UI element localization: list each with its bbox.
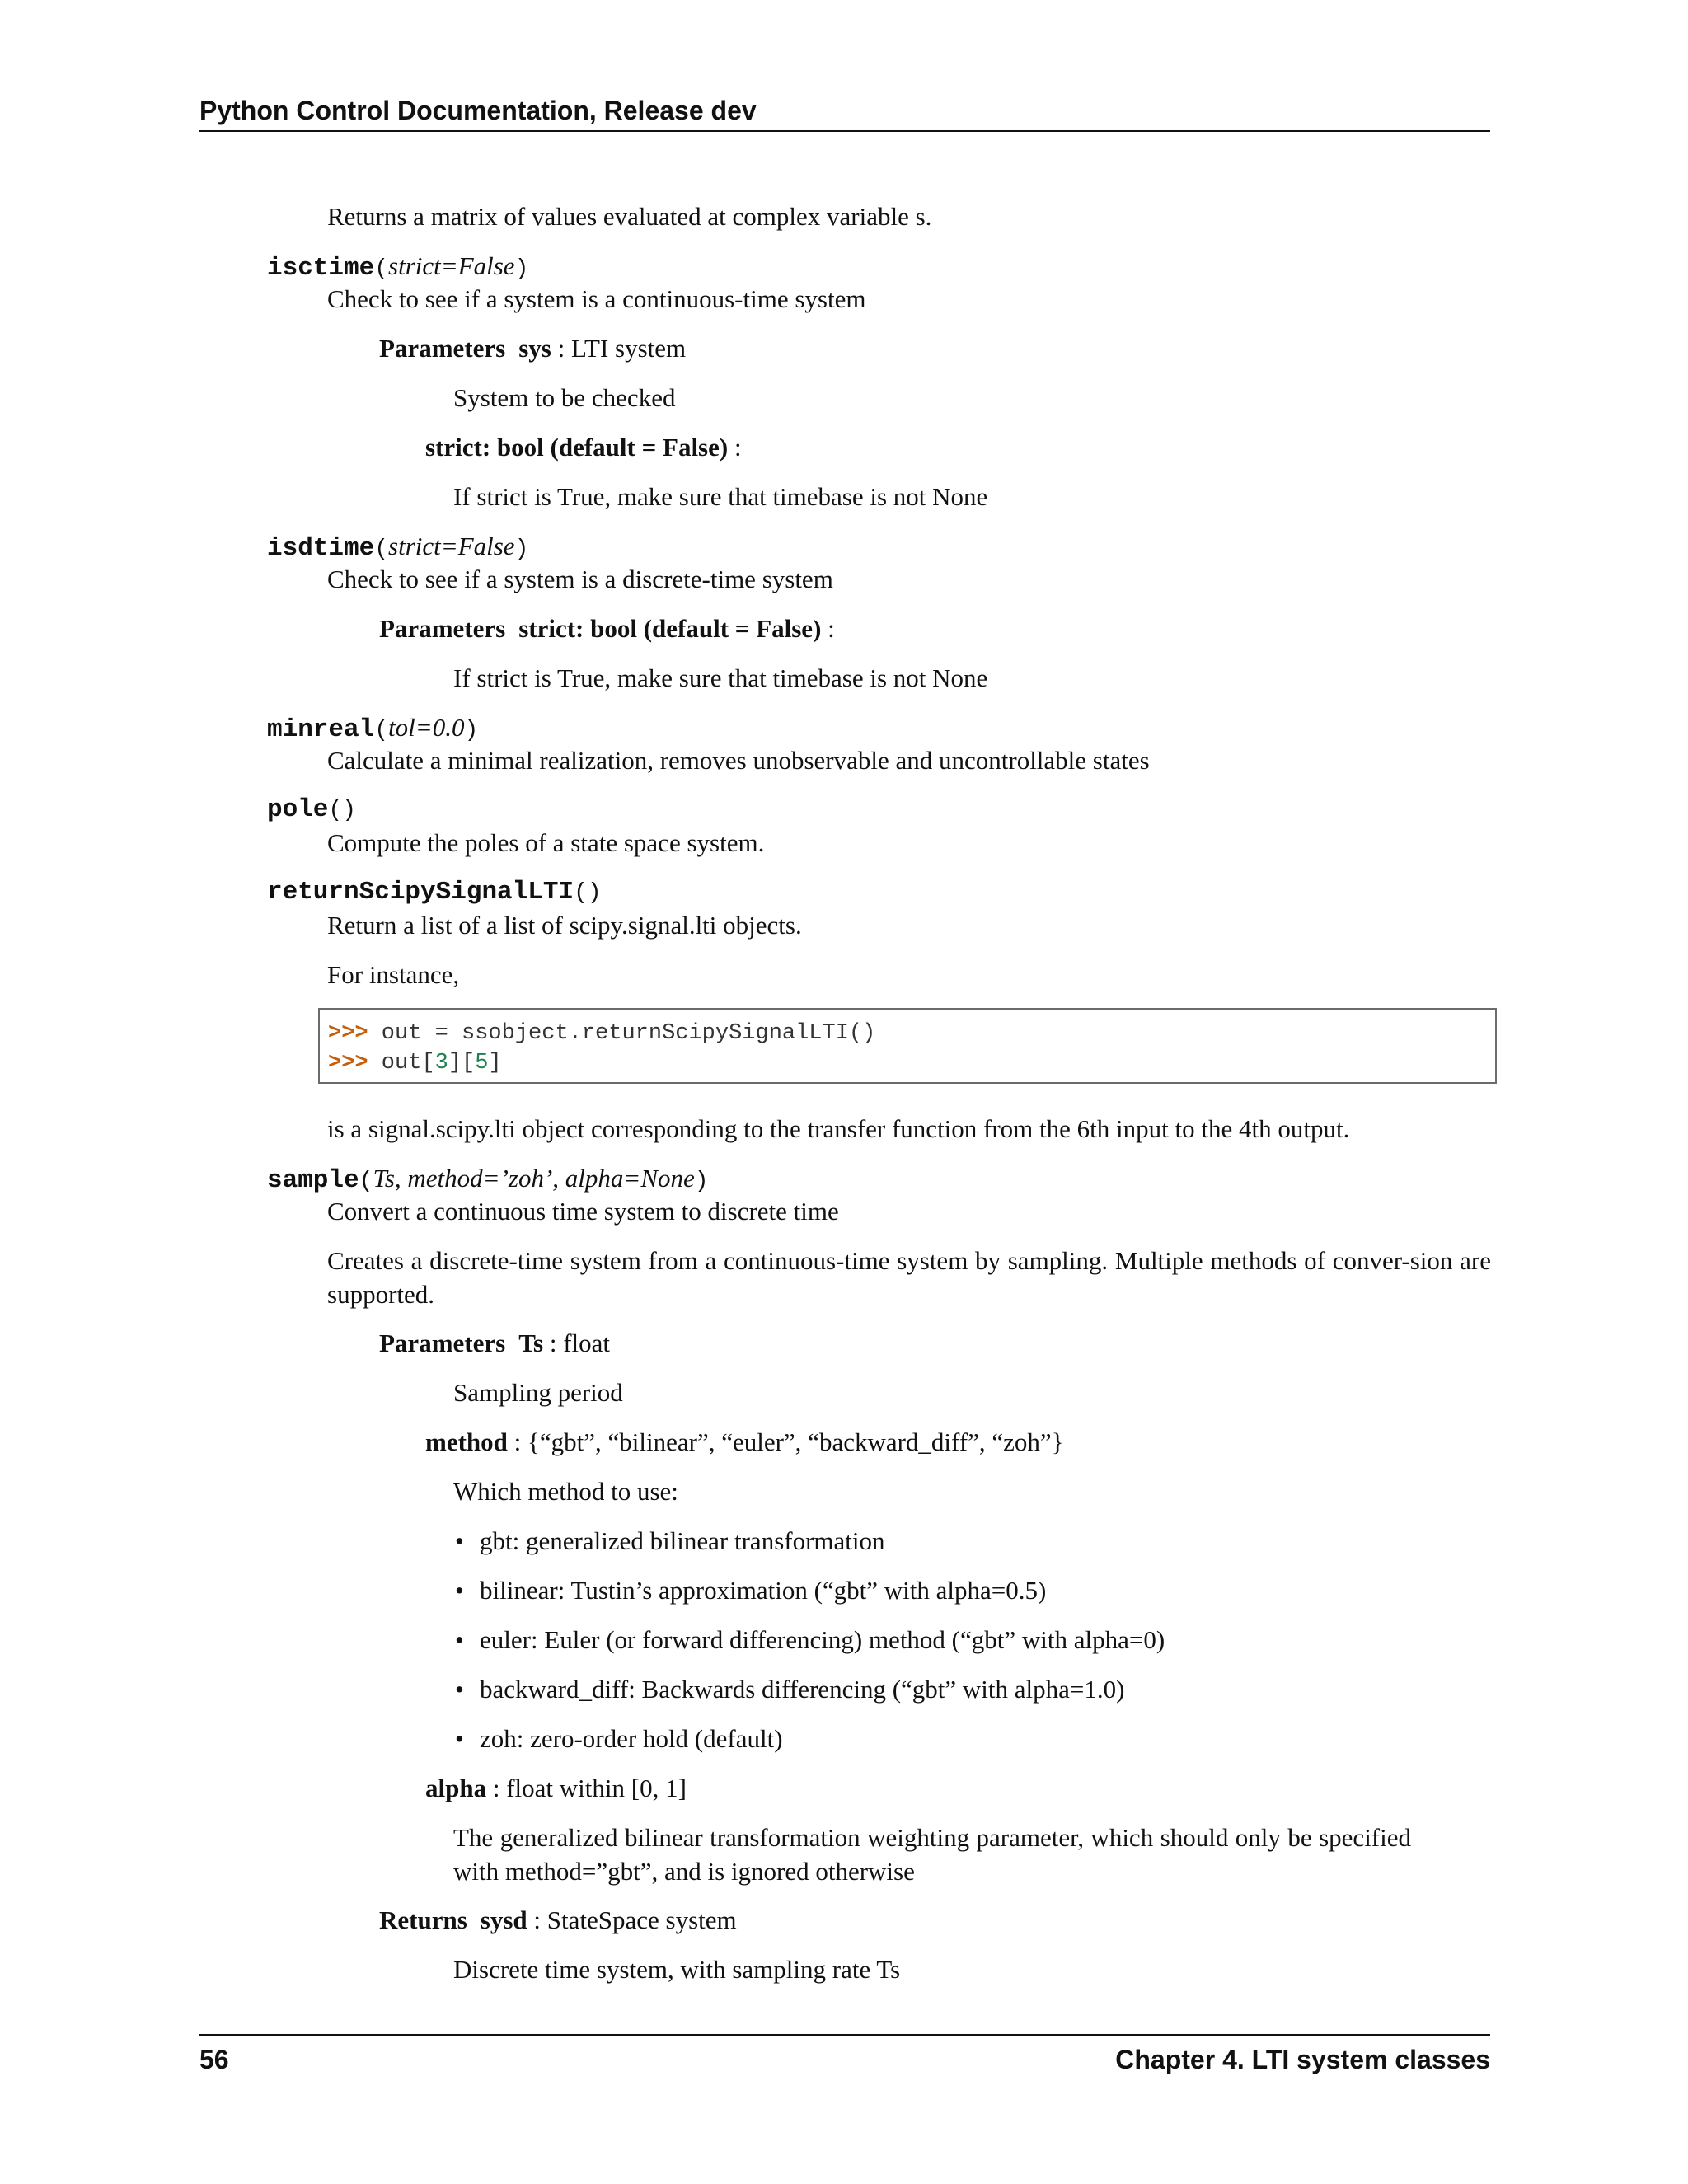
sample-param-ts-desc: Sampling period: [453, 1378, 623, 1407]
code-line-2: [328, 1048, 502, 1078]
sample-param-alpha: [425, 1771, 687, 1806]
method-name: pole: [267, 795, 329, 824]
isctime-param-sys-desc: System to be checked: [453, 383, 676, 412]
code-text: out[: [368, 1051, 435, 1076]
param-name: Ts: [518, 1329, 544, 1357]
returnScipySignalLTI-description: Return a list of a list of scipy.signal.lti objects.: [327, 911, 802, 940]
pole-description: Compute the poles of a state space system.: [327, 828, 765, 857]
close-paren: ): [694, 1169, 709, 1194]
open-paren: (: [374, 537, 389, 562]
return-name: sysd: [480, 1905, 528, 1934]
list-item: [455, 1672, 1124, 1707]
method-args: tol=0.0: [388, 713, 465, 742]
list-item-text: zoh: zero-order hold (default): [480, 1724, 783, 1753]
list-item: [455, 1524, 885, 1558]
sample-param-method-desc: Which method to use:: [453, 1477, 678, 1506]
isdtime-description: Check to see if a system is a discrete-time system: [327, 565, 833, 593]
close-paren: ): [514, 537, 529, 562]
list-item: [455, 1722, 783, 1756]
return-type: : StateSpace system: [527, 1905, 737, 1934]
param-type: :: [728, 433, 742, 462]
parameters-label: Parameters: [379, 1329, 506, 1357]
close-paren: ): [464, 718, 479, 743]
for-instance-text: For instance,: [327, 960, 460, 989]
code-number: 5: [475, 1051, 489, 1076]
bullet-icon: •: [455, 1526, 464, 1555]
method-args: strict=False: [388, 532, 515, 560]
sample-param-method: [425, 1425, 1064, 1460]
open-paren: (: [374, 256, 389, 282]
bullet-icon: •: [455, 1724, 464, 1753]
footer-rule: [199, 2034, 1490, 2036]
sample-long-description: Creates a discrete-time system from a continuous-time system by sampling. Multiple methods of conver-sion are supported.: [327, 1246, 1491, 1309]
parens: (): [574, 880, 602, 906]
list-item: [455, 1573, 1046, 1608]
isctime-description: Check to see if a system is a continuous-time system: [327, 284, 866, 313]
list-item: [455, 1623, 1165, 1657]
code-line-1: [328, 1019, 875, 1048]
minreal-description: Calculate a minimal realization, removes unobservable and uncontrollable states: [327, 746, 1150, 775]
isdtime-param-strict: [379, 612, 835, 646]
param-type: :: [821, 614, 835, 643]
param-name: sys: [518, 334, 551, 363]
sample-returns: [379, 1903, 737, 1938]
list-item-text: bilinear: Tustin’s approximation (“gbt” with alpha=0.5): [480, 1576, 1047, 1605]
pole-signature: [267, 793, 356, 830]
list-item-text: euler: Euler (or forward differencing) method (“gbt” with alpha=0): [480, 1625, 1165, 1654]
parens: (): [328, 798, 357, 823]
isctime-param-sys: [379, 331, 686, 366]
open-paren: (: [374, 718, 389, 743]
param-type: : float within [0, 1]: [486, 1774, 687, 1802]
isctime-param-strict-desc: If strict is True, make sure that timebase is not None: [453, 482, 988, 511]
sample-returns-desc: Discrete time system, with sampling rate Ts: [453, 1955, 901, 1984]
method-name: returnScipySignalLTI: [267, 878, 574, 907]
code-prompt: >>>: [328, 1051, 368, 1076]
param-name: alpha: [425, 1774, 487, 1802]
header-rule: [199, 130, 1490, 132]
bullet-icon: •: [455, 1576, 464, 1605]
code-number: 3: [434, 1051, 448, 1076]
chapter-title: Chapter 4. LTI system classes: [1115, 2045, 1490, 2074]
code-example-block: [318, 1008, 1497, 1084]
method-name: isdtime: [267, 534, 375, 563]
list-item-text: gbt: generalized bilinear transformation: [480, 1526, 885, 1555]
running-header: Python Control Documentation, Release dev: [199, 96, 757, 125]
page-number: 56: [199, 2045, 229, 2074]
method-name: minreal: [267, 715, 375, 744]
method-args: Ts, method=’zoh’, alpha=None: [373, 1164, 695, 1193]
param-name: method: [425, 1427, 508, 1456]
parameters-label: Parameters: [379, 614, 506, 643]
close-paren: ): [514, 256, 529, 282]
method-name: sample: [267, 1166, 359, 1195]
method-args: strict=False: [388, 251, 515, 280]
method-name: isctime: [267, 254, 375, 283]
isctime-param-strict: [425, 430, 742, 465]
returns-label: Returns: [379, 1905, 467, 1934]
returnScipySignalLTI-signature: [267, 875, 602, 912]
code-text: ][: [448, 1051, 476, 1076]
code-text: out = ssobject.returnScipySignalLTI(): [368, 1021, 876, 1046]
sample-param-ts: [379, 1326, 610, 1361]
sample-param-alpha-desc: The generalized bilinear transformation weighting parameter, which should only be specified with method=”gbt”, and is ignored otherwise: [453, 1823, 1411, 1886]
open-paren: (: [359, 1169, 373, 1194]
sample-description: Convert a continuous time system to discrete time: [327, 1197, 839, 1226]
bullet-icon: •: [455, 1675, 464, 1704]
bullet-icon: •: [455, 1625, 464, 1654]
list-item-text: backward_diff: Backwards differencing (“gbt” with alpha=1.0): [480, 1675, 1125, 1704]
param-type: : LTI system: [551, 334, 687, 363]
intro-line: Returns a matrix of values evaluated at complex variable s.: [327, 202, 932, 231]
parameters-label: Parameters: [379, 334, 506, 363]
param-type: : float: [543, 1329, 611, 1357]
returnScipySignalLTI-after-text: is a signal.scipy.lti object corresponding to the transfer function from the 6th input to the 4th output.: [327, 1114, 1350, 1143]
isdtime-param-strict-desc: If strict is True, make sure that timebase is not None: [453, 663, 988, 692]
param-type: : {“gbt”, “bilinear”, “euler”, “backward_diff”, “zoh”}: [507, 1427, 1064, 1456]
param-name: strict: bool (default = False): [425, 433, 729, 462]
code-prompt: >>>: [328, 1021, 368, 1046]
code-text: ]: [488, 1051, 502, 1076]
param-name: strict: bool (default = False): [518, 614, 822, 643]
